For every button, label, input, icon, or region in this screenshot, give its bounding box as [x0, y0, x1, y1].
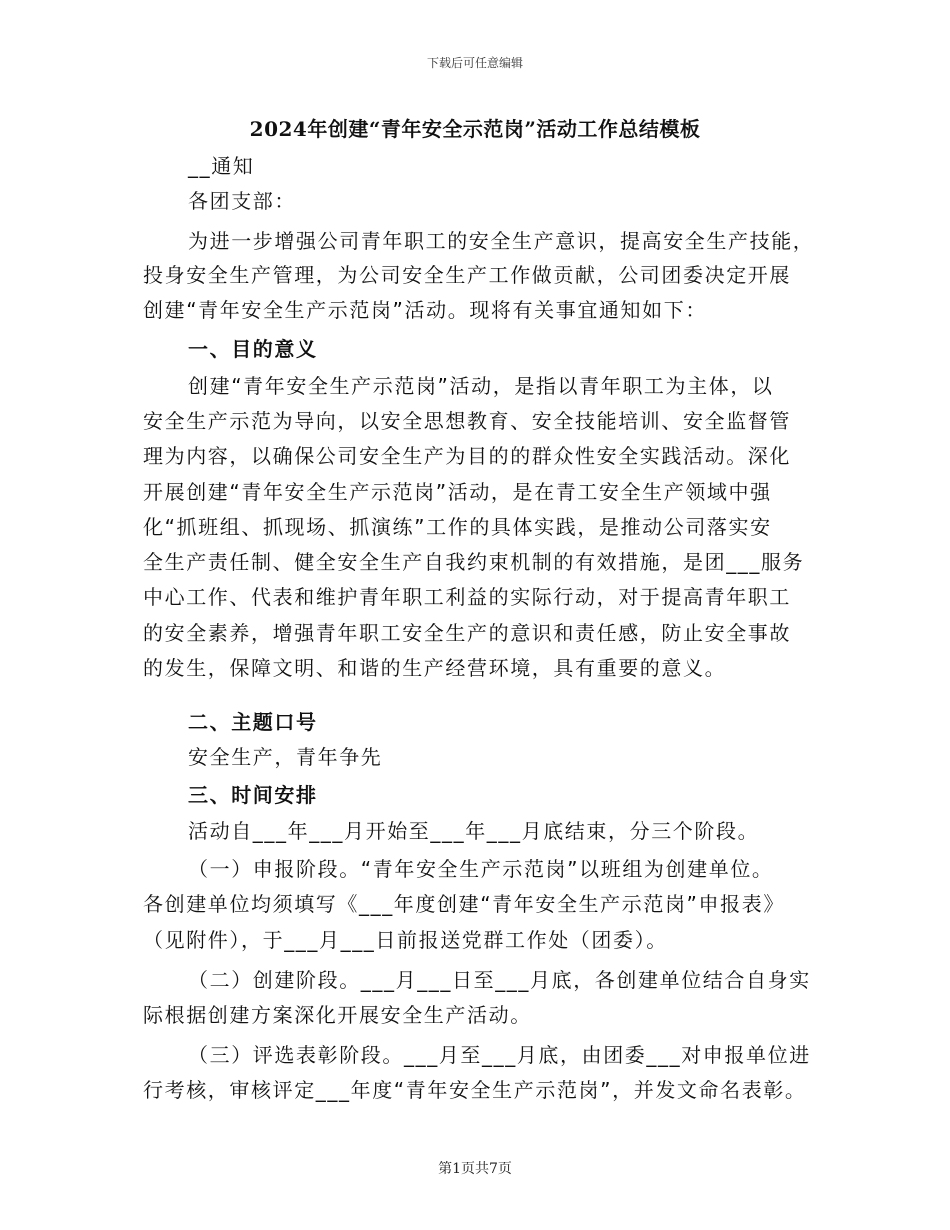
paragraph-line: 化“抓班组、抓现场、抓演练”工作的具体实践，是推动公司落实安 [143, 515, 772, 539]
paragraph-line: （三）评选表彰阶段。___月至___月底，由团委___对申报单位进 [188, 1043, 811, 1067]
paragraph-line: 的发生，保障文明、和谐的生产经营环境，具有重要的意义。 [143, 656, 727, 680]
document-title: 2024年创建“青年安全示范岗”活动工作总结模板 [249, 117, 701, 141]
salutation: 各团支部： [188, 189, 296, 213]
paragraph-line: 中心工作、代表和维护青年职工利益的实际行动，对于提高青年职工 [143, 585, 791, 609]
paragraph-line: 安全生产示范为导向，以安全思想教育、安全技能培训、安全监督管 [143, 409, 791, 433]
page-header: 下载后可任意编辑 [426, 56, 523, 70]
paragraph-line: 投身安全生产管理，为公司安全生产工作做贡献，公司团委决定开展 [143, 263, 791, 287]
paragraph-line: 的安全素养，增强青年职工安全生产的意识和责任感，防止安全事故 [143, 621, 791, 645]
paragraph-line: 理为内容，以确保公司安全生产为目的的群众性安全实践活动。深化 [143, 444, 791, 468]
paragraph-line: （一）申报阶段。“青年安全生产示范岗”以班组为创建单位。 [188, 857, 774, 881]
paragraph-line: （见附件），于___月___日前报送党群工作处（团委）。 [143, 928, 668, 952]
notice-label: __通知 [188, 154, 255, 178]
section-heading: 二、主题口号 [188, 710, 318, 734]
slogan: 安全生产，青年争先 [188, 745, 383, 769]
paragraph-line: 全生产责任制、健全安全生产自我约束机制的有效措施，是团___服务 [143, 550, 805, 574]
paragraph-line: 创建“青年安全生产示范岗”活动。现将有关事宜通知如下： [143, 298, 707, 322]
paragraph-line: 创建“青年安全生产示范岗”活动，是指以青年职工为主体，以 [188, 374, 774, 398]
section-heading: 一、目的意义 [188, 337, 318, 361]
paragraph-line: 行考核，审核评定___年度“青年安全生产示范岗”，并发文命名表彰。 [143, 1078, 807, 1102]
paragraph-line: 各创建单位均须填写《___年度创建“青年安全生产示范岗”申报表》 [143, 892, 785, 916]
paragraph-line: 开展创建“青年安全生产示范岗”活动，是在青工安全生产领域中强 [143, 480, 772, 504]
paragraph-line: （二）创建阶段。___月___日至___月底，各创建单位结合自身实 [188, 968, 811, 992]
paragraph-line: 为进一步增强公司青年职工的安全生产意识，提高安全生产技能， [188, 229, 815, 253]
section-heading: 三、时间安排 [188, 783, 318, 807]
paragraph-line: 活动自___年___月开始至___年___月底结束，分三个阶段。 [188, 819, 760, 843]
paragraph-line: 际根据创建方案深化开展安全生产活动。 [143, 1003, 532, 1027]
page-footer: 第1页共7页 [438, 1161, 512, 1177]
